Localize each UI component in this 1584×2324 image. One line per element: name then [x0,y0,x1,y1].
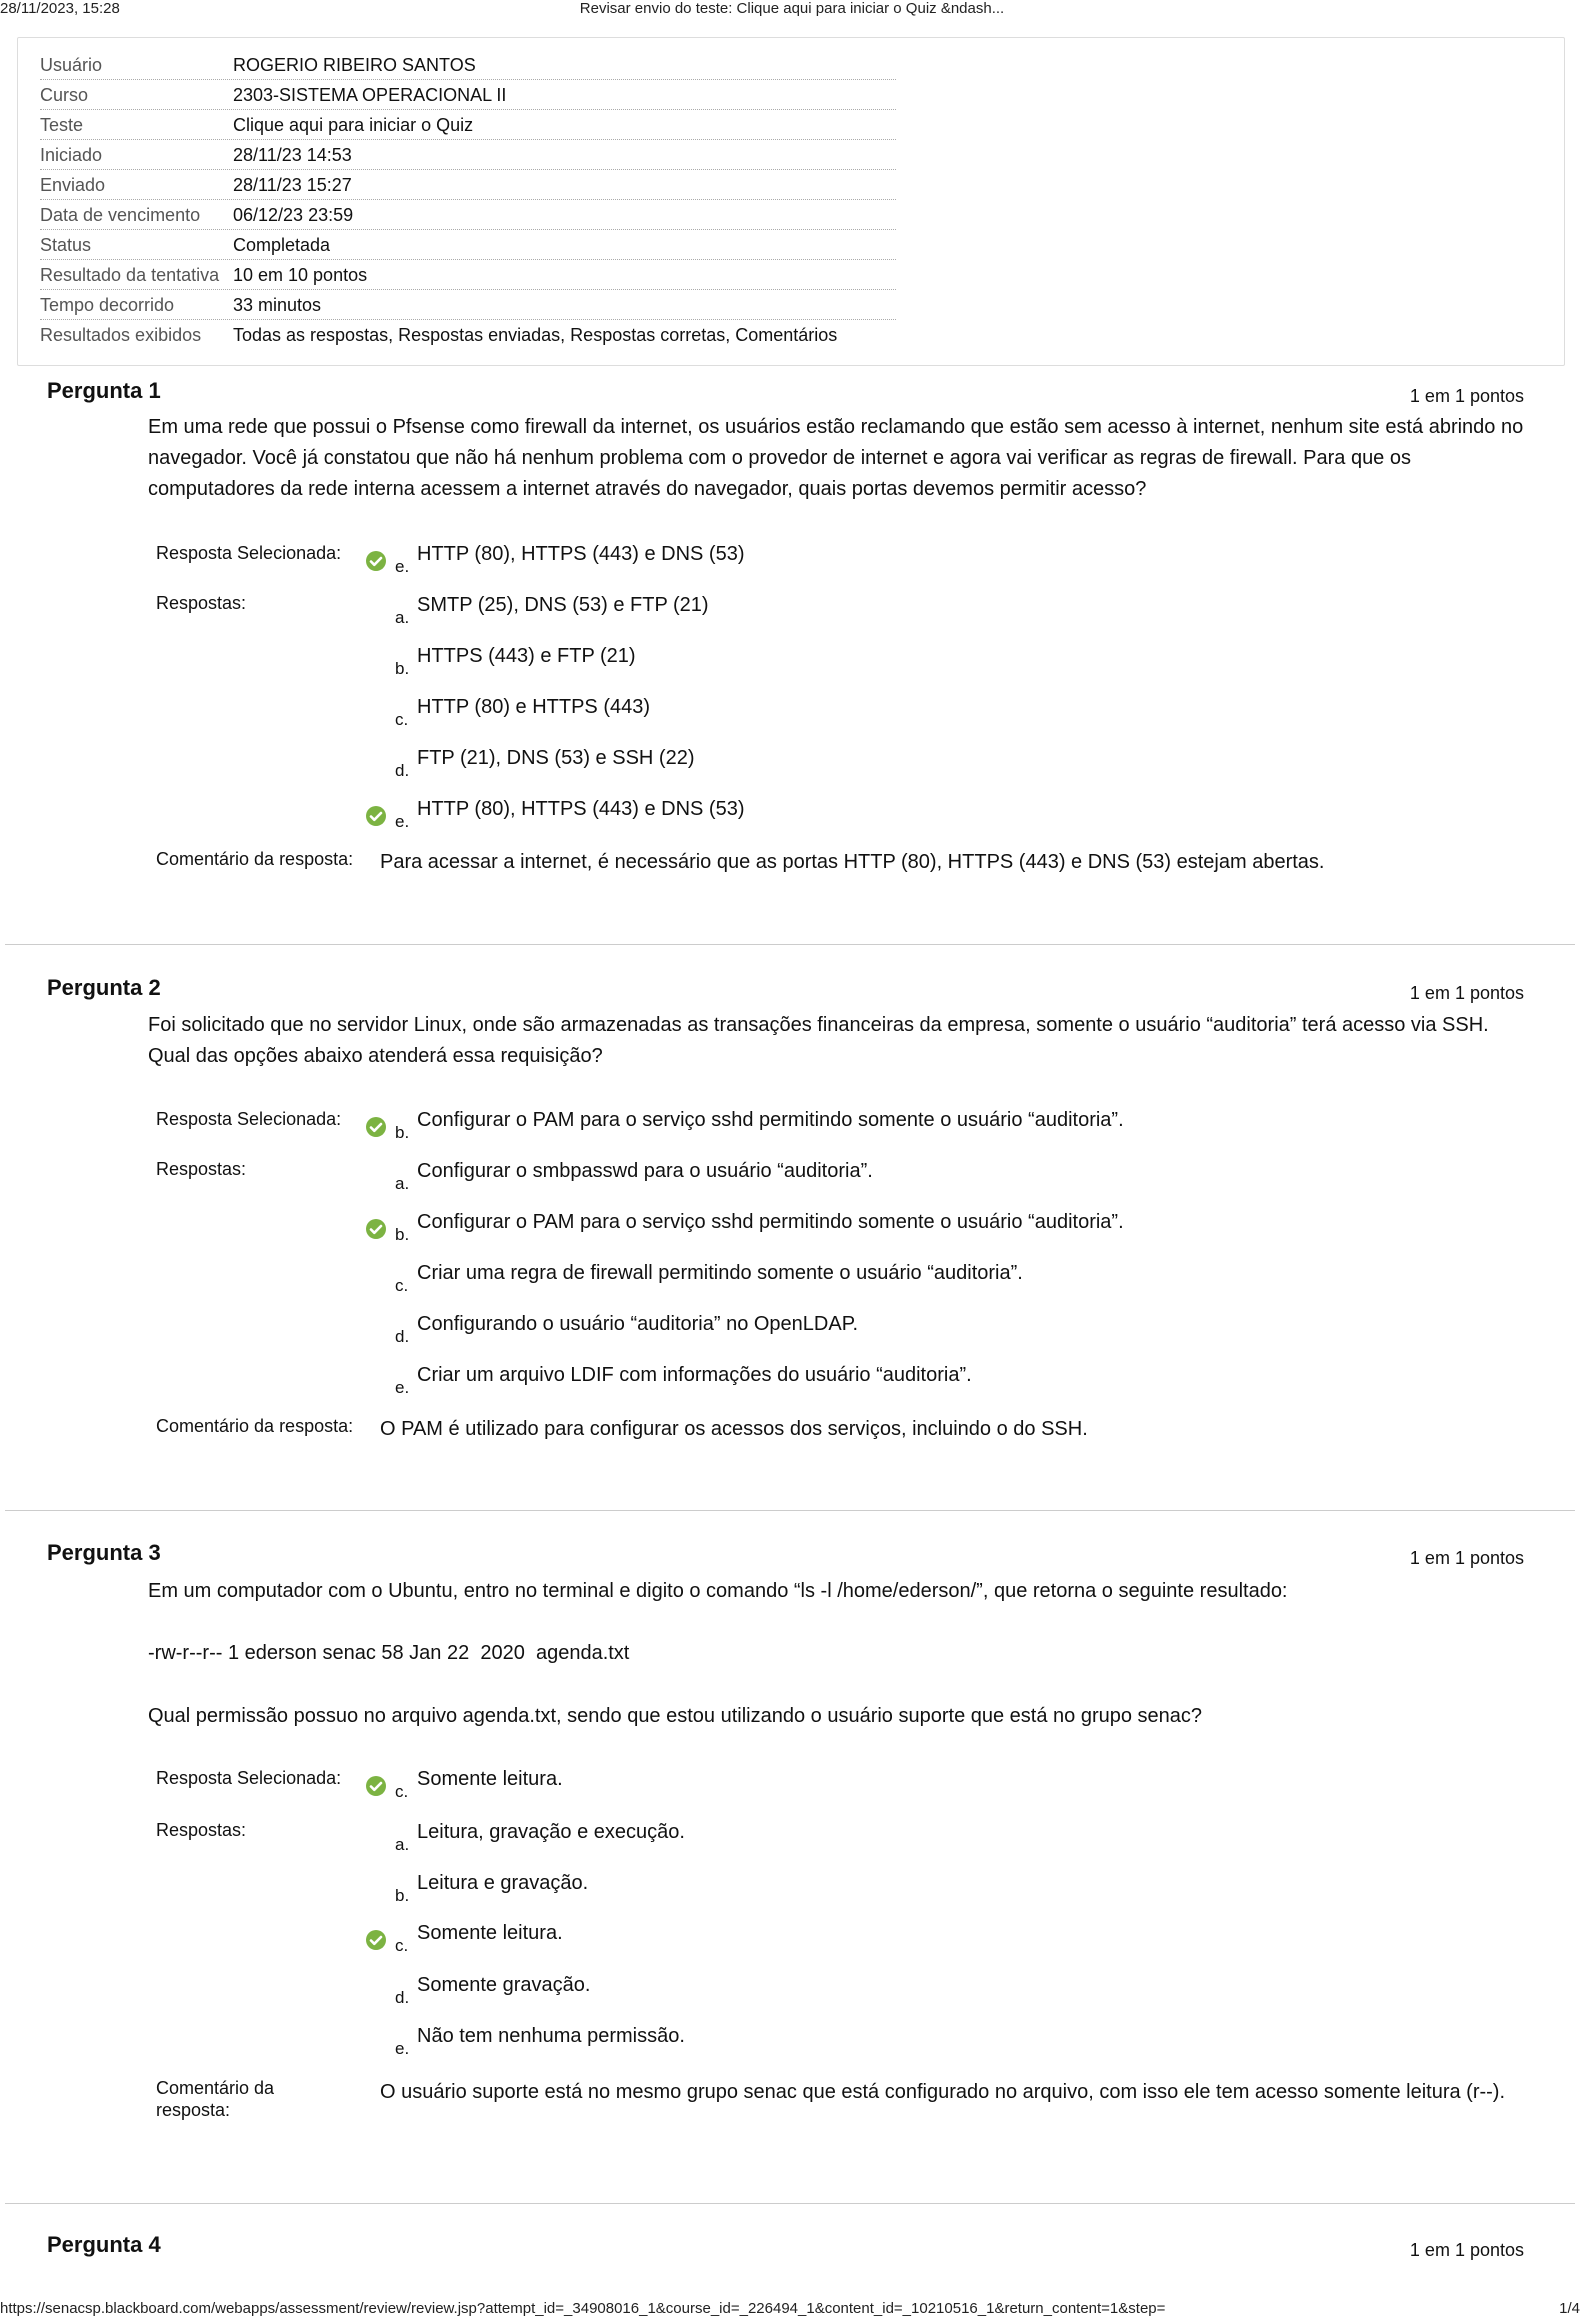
summary-label: Iniciado [40,145,103,165]
summary-label: Resultado da tentativa [40,265,220,285]
option-text: HTTP (80) e HTTPS (443) [417,696,651,718]
summary-label: Tempo decorrido [40,295,175,315]
print-datetime: 28/11/2023, 15:28 [0,0,120,17]
summary-row-elapsed [40,289,896,320]
summary-label: Resultados exibidos [40,325,202,345]
summary-value: 10 em 10 pontos [233,265,368,285]
option-letter: c. [395,1276,409,1295]
summary-value: 06/12/23 23:59 [233,205,354,225]
summary-value: Clique aqui para iniciar o Quiz [233,115,474,135]
option-letter: e. [395,812,410,831]
attempt-summary [17,37,1565,366]
option-text: Configurar o smbpasswd para o usuário “auditoria”. [417,1160,873,1182]
summary-label: Data de vencimento [40,205,201,225]
option-text: Configurar o PAM para o serviço sshd permitindo somente o usuário “auditoria”. [417,1109,1124,1131]
summary-label: Teste [40,115,84,135]
option-letter: e. [395,2039,410,2058]
summary-value: 28/11/23 15:27 [233,175,352,195]
q2-comment: O PAM é utilizado para configurar os acessos dos serviços, incluindo o do SSH. [380,1418,1088,1440]
option-text: HTTPS (443) e FTP (21) [417,645,636,667]
option-letter: a. [395,1174,410,1193]
option-letter: a. [395,608,410,627]
summary-row-results-shown [40,319,896,349]
option-letter: e. [395,1378,410,1397]
question-3-points: 1 em 1 pontos [1409,1548,1524,1568]
option-letter: b. [395,1886,410,1905]
correct-check-icon [366,1219,386,1239]
question-3-command-output: -rw-r--r-- 1 ederson senac 58 Jan 22 2020 agenda.txt [148,1642,630,1664]
summary-value: ROGERIO RIBEIRO SANTOS [233,55,476,75]
option-letter: e. [395,557,410,576]
comment-label: Comentário da resposta: [156,849,354,869]
option-letter: b. [395,659,410,678]
summary-row-test [40,109,896,140]
comment-label-line: resposta: [156,2100,231,2120]
option-text: SMTP (25), DNS (53) e FTP (21) [417,594,709,616]
print-footer [0,2300,1584,2320]
print-title: Revisar envio do teste: Clique aqui para iniciar o Quiz &ndash... [579,0,1005,17]
option-letter: b. [395,1123,410,1142]
comment-label-line: Comentário da [156,2078,275,2098]
question-2-text: Foi solicitado que no servidor Linux, onde são armazenadas as transações financeiras da empresa, somente o usuário “auditoria” terá acesso via SSH. Qual das opções abaixo atenderá essa requisição? [148,1014,1489,1067]
option-text: Criar um arquivo LDIF com informações do usuário “auditoria”. [417,1364,972,1386]
question-4-title: Pergunta 4 [47,2232,161,2257]
summary-row-user [40,49,896,80]
question-2-title: Pergunta 2 [47,975,161,1000]
option-letter: a. [395,1835,410,1854]
option-letter: c. [395,710,409,729]
option-text: Configurando o usuário “auditoria” no OpenLDAP. [417,1313,859,1335]
summary-row-result [40,259,896,290]
question-divider [5,2203,1575,2204]
option-letter: c. [395,1936,409,1955]
q3-comment: O usuário suporte está no mesmo grupo senac que está configurado no arquivo, com isso ele tem acesso somente leitura (r--). [380,2081,1506,2103]
summary-row-status [40,229,896,260]
question-divider [5,944,1575,945]
print-header [0,0,1584,20]
q1-comment: Para acessar a internet, é necessário que as portas HTTP (80), HTTPS (443) e DNS (53) estejam abertas. [380,851,1325,873]
option-text: Criar uma regra de firewall permitindo somente o usuário “auditoria”. [417,1262,1023,1284]
correct-check-icon [366,1117,386,1137]
summary-label: Status [40,235,92,255]
summary-row-submitted [40,169,896,200]
correct-check-icon [366,1776,386,1796]
print-url: https://senacsp.blackboard.com/webapps/assessment/review/review.jsp?attempt_id=_34908016_1&course_id=_226494_1&content_id=_10210516_1&return_content=1&step= [0,2300,1166,2317]
question-3-prompt: Qual permissão possuo no arquivo agenda.txt, sendo que estou utilizando o usuário suporte que está no grupo senac? [148,1705,1203,1727]
option-letter: d. [395,1988,410,2007]
option-letter: d. [395,1327,410,1346]
summary-value: Completada [233,235,331,255]
summary-value: 28/11/23 14:53 [233,145,352,165]
selected-answer-label: Resposta Selecionada: [156,1109,342,1129]
option-letter: b. [395,1225,410,1244]
option-letter: d. [395,761,410,780]
summary-label: Curso [40,85,89,105]
option-text: HTTP (80), HTTPS (443) e DNS (53) [417,798,745,820]
selected-answer-label: Resposta Selecionada: [156,543,342,563]
summary-value: 2303-SISTEMA OPERACIONAL II [233,85,507,105]
summary-row-due-date [40,199,896,230]
option-text: FTP (21), DNS (53) e SSH (22) [417,747,695,769]
question-divider [5,1510,1575,1511]
correct-check-icon [366,551,386,571]
option-text: Somente leitura. [417,1922,563,1944]
answers-label: Respostas: [156,593,247,613]
answers-label: Respostas: [156,1820,247,1840]
comment-label: Comentário da resposta: [156,1416,354,1436]
summary-value: Todas as respostas, Respostas enviadas, Respostas corretas, Comentários [233,325,838,345]
comment-label [156,2077,274,2121]
option-letter: c. [395,1782,409,1801]
summary-value: 33 minutos [233,295,322,315]
question-1-text: Em uma rede que possui o Pfsense como firewall da internet, os usuários estão reclamando que estão sem acesso à internet, nenhum site está abrindo no navegador. Você já constatou que não há nenhum problema com o provedor de internet e agora vai verificar as regras de firewall. Para que os computadores da rede interna acessem a internet através do navegador, quais portas devemos permitir acesso? [148,416,1524,500]
option-text: Configurar o PAM para o serviço sshd permitindo somente o usuário “auditoria”. [417,1211,1124,1233]
question-3-title: Pergunta 3 [47,1540,161,1565]
option-text: Leitura e gravação. [417,1872,589,1894]
summary-label: Usuário [40,55,103,75]
summary-label: Enviado [40,175,106,195]
answers-label: Respostas: [156,1159,247,1179]
option-text: Não tem nenhuma permissão. [417,2025,685,2047]
question-3-text: Em um computador com o Ubuntu, entro no terminal e digito o comando “ls -l /home/ederson/”, que retorna o seguinte resultado: [148,1580,1288,1602]
question-4-points: 1 em 1 pontos [1409,2240,1524,2260]
summary-row-started [40,139,896,170]
option-text: Leitura, gravação e execução. [417,1821,685,1843]
option-text: HTTP (80), HTTPS (443) e DNS (53) [417,543,745,565]
question-1-title: Pergunta 1 [47,378,161,403]
summary-row-course [40,79,896,110]
option-text: Somente gravação. [417,1974,591,1996]
question-1-points: 1 em 1 pontos [1409,386,1524,406]
correct-check-icon [366,806,386,826]
selected-answer-label: Resposta Selecionada: [156,1768,342,1788]
option-text: Somente leitura. [417,1768,563,1790]
question-2-points: 1 em 1 pontos [1409,983,1524,1003]
correct-check-icon [366,1930,386,1950]
page-number: 1/4 [1559,2300,1580,2317]
